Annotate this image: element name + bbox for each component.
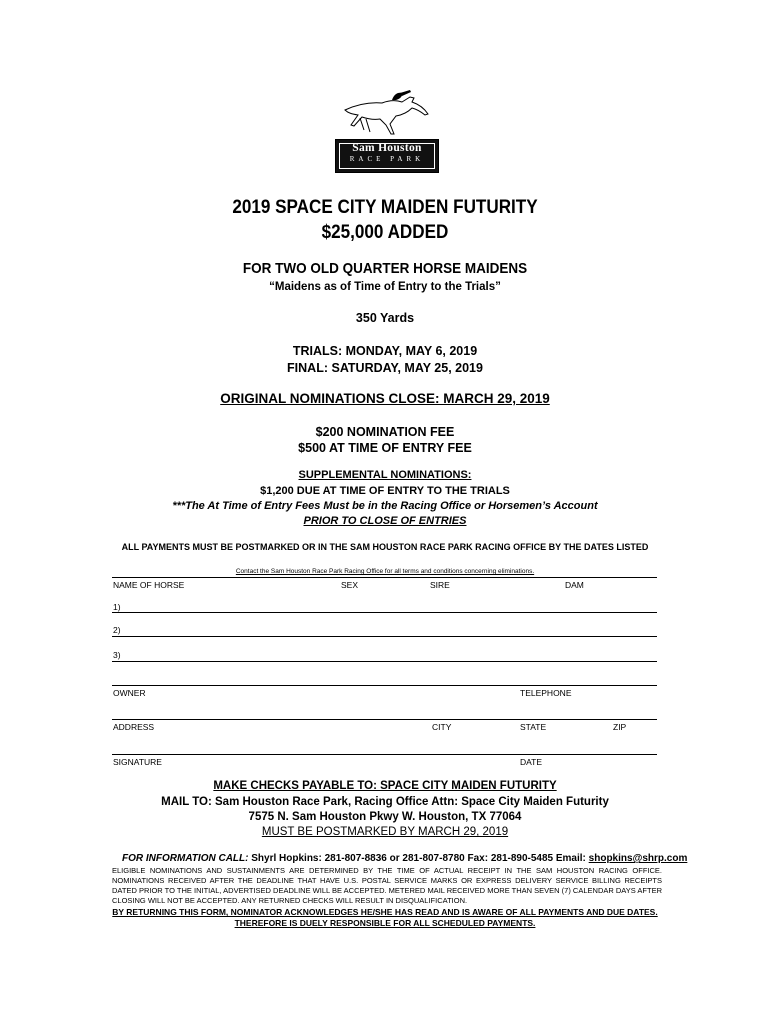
address-label: ADDRESS <box>113 722 155 732</box>
horse-row-number: 3) <box>113 650 121 660</box>
original-nominations-close: ORIGINAL NOMINATIONS CLOSE: MARCH 29, 2019 <box>220 391 550 406</box>
logo-subtitle: RACE PARK <box>349 155 425 163</box>
acknowledgement-line-2: THEREFORE IS DUELY RESPONSIBLE FOR ALL SCHEDULED PAYMENTS. <box>234 918 536 928</box>
checks-payable: MAKE CHECKS PAYABLE TO: SPACE CITY MAIDEN FUTURITY <box>213 780 557 792</box>
page-title: 2019 SPACE CITY MAIDEN FUTURITY <box>232 197 538 218</box>
logo-name: Sam Houston <box>352 142 422 154</box>
fine-print: ELIGIBLE NOMINATIONS AND SUSTAINMENTS ARE DETERMINED BY THE TIME OF ACTUAL RECEIPT IN THE SAM HOUSTON RACING OFFICE. NOMINATIONS RECEIVED AFTER THE DEADLINE THAT HAVE U.S. POSTAL SERVICE MARKS OR EXPRESS DELIVERY SERVICE BILLING RECEIPTS DATED PRIOR TO THE INITIAL, ADVERTISED DEADLINE WILL BE ACCEPTED. METERED MAIL RECEIVED MORE THAN SEVEN (7) CALENDAR DAYS AFTER CLOSING WILL NOT BE ACCEPTED. ANY RETURNED CHECKS WILL RESULT IN DISQUALIFICATION. <box>112 866 662 905</box>
sire-label: SIRE <box>430 580 450 590</box>
eliminations-contact-note: Contact the Sam Houston Race Park Racing Office for all terms and conditions concerning eliminations. <box>235 568 535 575</box>
info-label: FOR INFORMATION CALL: <box>122 853 249 864</box>
owner-entry-line[interactable] <box>112 685 657 686</box>
email-link[interactable]: shopkins@shrp.com <box>588 853 688 864</box>
form-divider <box>112 577 657 578</box>
supplemental-fee: $1,200 DUE AT TIME OF ENTRY TO THE TRIALS <box>260 485 510 497</box>
information-line <box>112 853 688 864</box>
date-label: DATE <box>520 757 543 767</box>
sex-label: SEX <box>341 580 359 590</box>
zip-label: ZIP <box>613 722 627 732</box>
mail-to: MAIL TO: Sam Houston Race Park, Racing Office Attn: Space City Maiden Futurity <box>161 796 609 808</box>
city-label: CITY <box>432 722 452 732</box>
dam-label: DAM <box>565 580 584 590</box>
horse-entry-line-1[interactable] <box>112 612 657 613</box>
horse-name-label: NAME OF HORSE <box>113 580 185 590</box>
horse-and-jockey-icon <box>340 88 436 136</box>
purse-amount: $25,000 ADDED <box>321 222 449 243</box>
supplemental-note: ***The At Time of Entry Fees Must be in the Racing Office or Horsemen’s Account <box>172 500 598 512</box>
acknowledgement-line-1: BY RETURNING THIS FORM, NOMINATOR ACKNOWLEDGES HE/SHE HAS READ AND IS AWARE OF ALL PAYMENTS AND DUE DATES. <box>112 907 658 917</box>
horse-entry-line-3[interactable] <box>112 661 657 662</box>
owner-label: OWNER <box>113 688 146 698</box>
trials-date: TRIALS: MONDAY, MAY 6, 2019 <box>292 344 478 358</box>
logo <box>335 139 439 173</box>
telephone-label: TELEPHONE <box>520 688 572 698</box>
payment-notice: ALL PAYMENTS MUST BE POSTMARKED OR IN THE SAM HOUSTON RACE PARK RACING OFFICE BY THE DATES LISTED <box>121 542 649 552</box>
horse-row-number: 2) <box>113 625 121 635</box>
race-distance: 350 Yards <box>355 311 415 325</box>
supplemental-heading: SUPPLEMENTAL NOMINATIONS: <box>298 469 472 481</box>
horse-row-number: 1) <box>113 602 121 612</box>
maidens-note: “Maidens as of Time of Entry to the Trials” <box>269 281 501 293</box>
final-date: FINAL: SATURDAY, MAY 25, 2019 <box>287 361 483 375</box>
nomination-fee: $200 NOMINATION FEE <box>315 425 455 439</box>
signature-entry-line[interactable] <box>112 754 657 755</box>
race-subtitle: FOR TWO OLD QUARTER HORSE MAIDENS <box>242 260 528 277</box>
signature-label: SIGNATURE <box>113 757 162 767</box>
state-label: STATE <box>520 722 547 732</box>
postmark-deadline: MUST BE POSTMARKED BY MARCH 29, 2019 <box>261 826 509 838</box>
mailing-address: 7575 N. Sam Houston Pkwy W. Houston, TX 77064 <box>248 811 522 823</box>
info-contact: Shyrl Hopkins: 281-807-8836 or 281-807-8780 Fax: 281-890-5485 Email: <box>248 853 589 864</box>
horse-entry-line-2[interactable] <box>112 636 657 637</box>
entry-fee: $500 AT TIME OF ENTRY FEE <box>298 441 472 455</box>
supplemental-deadline: PRIOR TO CLOSE OF ENTRIES <box>303 515 467 527</box>
address-entry-line[interactable] <box>112 719 657 720</box>
